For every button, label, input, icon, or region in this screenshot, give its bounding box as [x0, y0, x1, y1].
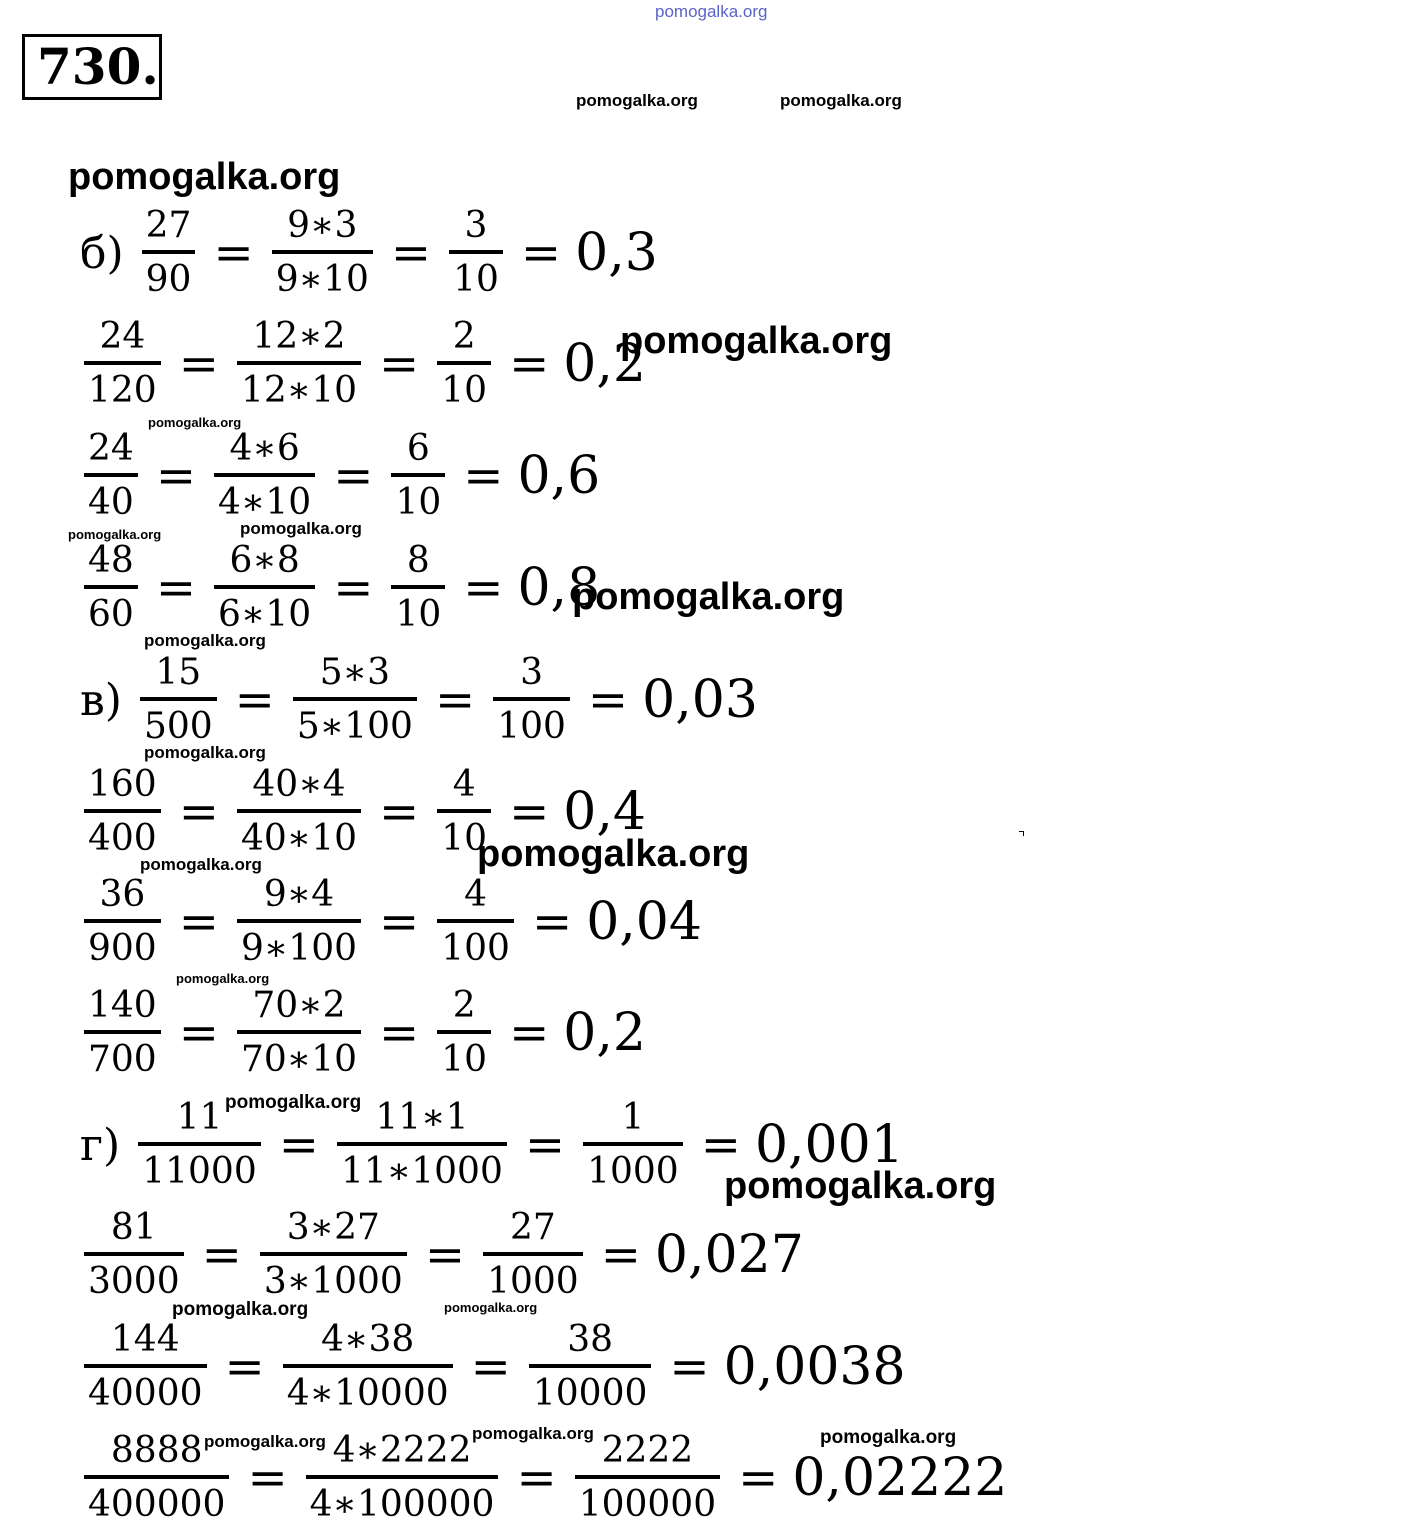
equals-sign: =	[516, 1450, 557, 1506]
watermark: pomogalka.org	[225, 1092, 362, 1113]
equals-sign: =	[178, 784, 219, 840]
denominator: 10	[391, 585, 445, 633]
fraction	[493, 652, 570, 747]
section-label: в)	[80, 674, 122, 726]
equation-line	[80, 1317, 906, 1417]
numerator: 2	[452, 985, 476, 1026]
numerator: 6∗8	[229, 540, 300, 581]
watermark: pomogalka.org	[780, 91, 902, 110]
watermark: pomogalka.org	[655, 2, 768, 21]
numerator: 11	[176, 1097, 223, 1138]
decimal-result: 0,027	[654, 1225, 804, 1285]
denominator: 10	[437, 809, 491, 857]
equals-sign: =	[531, 894, 573, 950]
numerator: 144	[110, 1319, 180, 1360]
numerator: 3	[520, 652, 543, 693]
watermark: pomogalka.org	[472, 1424, 594, 1443]
denominator: 700	[84, 1030, 161, 1078]
fraction	[84, 764, 161, 859]
watermark: pomogalka.org	[724, 1165, 997, 1207]
equation-line	[80, 203, 658, 303]
fraction	[391, 428, 445, 523]
numerator: 70∗2	[252, 985, 346, 1026]
fraction	[237, 764, 361, 859]
fraction	[293, 652, 417, 747]
numerator: 24	[99, 316, 146, 357]
denominator: 11000	[138, 1142, 261, 1190]
fraction	[483, 1207, 583, 1302]
equals-sign: =	[178, 1005, 219, 1061]
fraction	[140, 652, 217, 747]
numerator: 11∗1	[375, 1097, 469, 1138]
numerator: 40∗4	[252, 764, 346, 805]
denominator: 100	[493, 697, 570, 745]
fraction	[272, 205, 373, 300]
fraction	[437, 985, 491, 1080]
stray-mark	[1019, 831, 1024, 836]
equals-sign: =	[509, 336, 550, 392]
decimal-result: 0,4	[563, 782, 646, 842]
denominator: 10	[437, 361, 491, 409]
fraction	[260, 1207, 407, 1302]
numerator: 3∗27	[286, 1207, 380, 1248]
denominator: 4∗100000	[306, 1475, 499, 1523]
fraction	[84, 1207, 184, 1302]
equals-sign: =	[509, 784, 550, 840]
fraction	[337, 1097, 507, 1192]
numerator: 6	[406, 428, 430, 469]
denominator: 4∗10000	[283, 1364, 453, 1412]
watermark: pomogalka.org	[240, 519, 362, 538]
equals-sign: =	[224, 1339, 265, 1395]
denominator: 60	[84, 585, 138, 633]
equals-sign: =	[700, 1117, 741, 1173]
watermark: pomogalka.org	[148, 415, 242, 430]
decimal-result: 0,2	[563, 334, 646, 394]
equation-line	[80, 314, 646, 414]
numerator: 24	[88, 428, 134, 469]
denominator: 500	[140, 697, 217, 745]
equals-sign: =	[463, 448, 504, 504]
denominator: 12∗10	[237, 361, 361, 409]
decimal-result: 0,03	[642, 670, 758, 730]
denominator: 3∗1000	[260, 1252, 407, 1300]
fraction	[84, 874, 161, 969]
equals-sign: =	[379, 784, 420, 840]
numerator: 48	[88, 540, 134, 581]
equals-sign: =	[600, 1227, 641, 1283]
watermark: pomogalka.org	[176, 971, 270, 986]
equals-sign: =	[587, 672, 629, 728]
decimal-result: 0,6	[517, 446, 601, 506]
equals-sign: =	[434, 672, 476, 728]
watermark: pomogalka.org	[576, 91, 698, 110]
numerator: 140	[88, 985, 157, 1026]
numerator: 4	[452, 764, 476, 805]
fraction	[575, 1430, 720, 1525]
fraction	[391, 540, 445, 635]
numerator: 4∗2222	[332, 1430, 472, 1471]
equals-sign: =	[213, 225, 254, 281]
equals-sign: =	[333, 560, 374, 616]
watermark: pomogalka.org	[144, 631, 266, 650]
equals-sign: =	[155, 448, 197, 504]
watermark: pomogalka.org	[204, 1432, 326, 1451]
fraction	[84, 316, 161, 411]
equals-sign: =	[178, 894, 219, 950]
numerator: 27	[509, 1207, 556, 1248]
fraction	[84, 428, 138, 523]
numerator: 36	[99, 874, 146, 915]
denominator: 10000	[529, 1364, 652, 1412]
decimal-result: 0,2	[563, 1003, 646, 1063]
numerator: 81	[110, 1207, 157, 1248]
numerator: 9∗4	[263, 874, 335, 915]
fraction	[529, 1319, 652, 1414]
equals-sign: =	[201, 1227, 242, 1283]
fraction	[237, 985, 361, 1080]
watermark: pomogalka.org	[144, 743, 266, 762]
denominator: 40	[84, 473, 138, 521]
section-label: б)	[80, 227, 124, 279]
equals-sign: =	[509, 1005, 550, 1061]
numerator: 1	[621, 1097, 645, 1138]
equals-sign: =	[463, 560, 504, 616]
equation-line	[80, 872, 702, 972]
numerator: 4	[464, 874, 488, 915]
equals-sign: =	[390, 225, 432, 281]
denominator: 9∗10	[272, 250, 373, 298]
watermark: pomogalka.org	[477, 833, 750, 875]
numerator: 3	[464, 205, 488, 246]
watermark: pomogalka.org	[820, 1427, 957, 1448]
numerator: 9∗3	[287, 205, 358, 246]
numerator: 8	[406, 540, 430, 581]
equation-line	[80, 538, 600, 638]
decimal-result: 0,0038	[723, 1337, 906, 1397]
denominator: 100000	[575, 1475, 720, 1523]
denominator: 90	[142, 250, 196, 298]
equals-sign: =	[333, 448, 374, 504]
denominator: 10	[437, 1030, 491, 1078]
numerator: 4∗6	[229, 428, 300, 469]
denominator: 11∗1000	[337, 1142, 507, 1190]
watermark: pomogalka.org	[68, 527, 162, 542]
numerator: 4∗38	[321, 1319, 415, 1360]
watermark: pomogalka.org	[572, 576, 845, 618]
numerator: 2	[452, 316, 476, 357]
fraction	[237, 874, 361, 969]
denominator: 900	[84, 919, 161, 967]
numerator: 160	[88, 764, 157, 805]
fraction	[214, 428, 315, 523]
denominator: 400	[84, 809, 161, 857]
equation-line	[80, 426, 600, 526]
problem-number: 730.	[22, 34, 162, 100]
fraction	[437, 316, 491, 411]
denominator: 400000	[84, 1475, 229, 1523]
denominator: 1000	[583, 1142, 683, 1190]
numerator: 2222	[601, 1430, 694, 1471]
equals-sign: =	[178, 336, 219, 392]
equals-sign: =	[278, 1117, 319, 1173]
watermark: pomogalka.org	[444, 1300, 538, 1315]
denominator: 120	[84, 361, 161, 409]
denominator: 1000	[483, 1252, 583, 1300]
decimal-result: 0,8	[517, 558, 601, 618]
numerator: 27	[145, 205, 192, 246]
equation-line	[80, 983, 646, 1083]
fraction	[84, 1319, 207, 1414]
equation-line	[80, 650, 758, 750]
denominator: 5∗100	[293, 697, 417, 745]
denominator: 4∗10	[214, 473, 315, 521]
equals-sign: =	[379, 894, 420, 950]
equals-sign: =	[234, 672, 275, 728]
equals-sign: =	[520, 225, 562, 281]
denominator: 40000	[84, 1364, 207, 1412]
equals-sign: =	[424, 1227, 466, 1283]
numerator: 15	[155, 652, 202, 693]
decimal-result: 0,02222	[792, 1448, 1008, 1508]
fraction	[84, 985, 161, 1080]
numerator: 12∗2	[252, 316, 346, 357]
fraction	[283, 1319, 453, 1414]
denominator: 70∗10	[237, 1030, 361, 1078]
fraction	[449, 205, 503, 300]
equals-sign: =	[379, 336, 420, 392]
equals-sign: =	[155, 560, 197, 616]
watermark: pomogalka.org	[172, 1299, 309, 1320]
equals-sign: =	[669, 1339, 710, 1395]
equation-line	[80, 1205, 804, 1305]
equals-sign: =	[247, 1450, 288, 1506]
fraction	[237, 316, 361, 411]
denominator: 6∗10	[214, 585, 315, 633]
decimal-result: 0,04	[586, 892, 702, 952]
fraction	[142, 205, 196, 300]
watermark: pomogalka.org	[68, 156, 341, 198]
denominator: 3000	[84, 1252, 184, 1300]
fraction	[437, 874, 514, 969]
denominator: 10	[449, 250, 503, 298]
numerator: 8888	[110, 1430, 203, 1471]
section-label: г)	[80, 1119, 121, 1171]
watermark: pomogalka.org	[620, 320, 893, 362]
denominator: 9∗100	[237, 919, 361, 967]
fraction	[214, 540, 315, 635]
equals-sign: =	[738, 1450, 779, 1506]
denominator: 40∗10	[237, 809, 361, 857]
equals-sign: =	[470, 1339, 511, 1395]
fraction	[583, 1097, 683, 1192]
equals-sign: =	[524, 1117, 566, 1173]
fraction	[306, 1430, 499, 1525]
equals-sign: =	[379, 1005, 420, 1061]
denominator: 100	[437, 919, 514, 967]
denominator: 10	[391, 473, 445, 521]
decimal-result: 0,3	[575, 223, 658, 283]
watermark: pomogalka.org	[140, 855, 262, 874]
decimal-result: 0,001	[754, 1115, 904, 1175]
numerator: 38	[567, 1319, 614, 1360]
numerator: 5∗3	[319, 652, 391, 693]
fraction	[84, 540, 138, 635]
